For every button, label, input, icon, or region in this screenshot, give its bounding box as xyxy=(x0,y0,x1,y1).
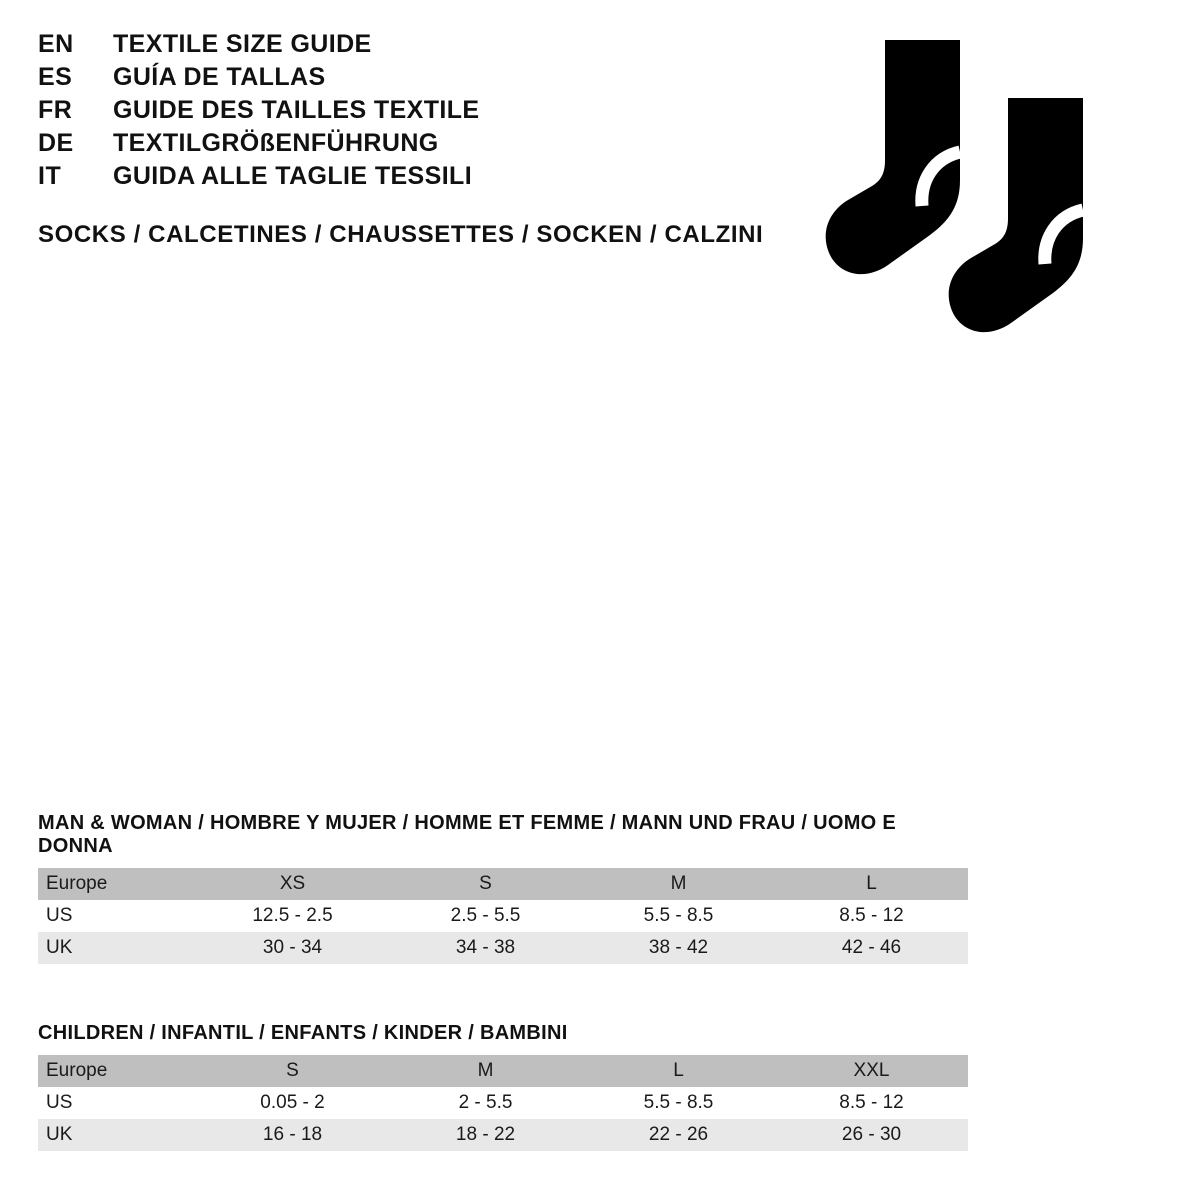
table-cell: 8.5 - 12 xyxy=(775,900,968,932)
language-code: EN xyxy=(38,30,74,58)
language-code: FR xyxy=(38,96,73,124)
language-row xyxy=(38,162,818,195)
row-label: UK xyxy=(38,1119,196,1151)
row-label: UK xyxy=(38,932,196,964)
language-text: GUÍA DE TALLAS xyxy=(113,63,326,91)
language-text: GUIDE DES TAILLES TEXTILE xyxy=(113,96,480,124)
size-table-man-woman xyxy=(38,868,968,964)
section-title: MAN & WOMAN / HOMBRE Y MUJER / HOMME ET FEMME / MANN UND FRAU / UOMO E DONNA xyxy=(38,812,897,857)
section-title: CHILDREN / INFANTIL / ENFANTS / KINDER / BAMBINI xyxy=(38,1022,568,1044)
language-code: IT xyxy=(38,162,62,190)
table-cell: 12.5 - 2.5 xyxy=(196,900,389,932)
table-cell: 2 - 5.5 xyxy=(389,1087,582,1119)
table-cell: S xyxy=(196,1055,389,1087)
language-row xyxy=(38,63,818,96)
row-label: Europe xyxy=(38,868,196,900)
table-cell: 2.5 - 5.5 xyxy=(389,900,582,932)
language-text: TEXTILE SIZE GUIDE xyxy=(113,30,372,58)
table-row xyxy=(38,932,968,964)
table-cell: XXL xyxy=(775,1055,968,1087)
table-cell: M xyxy=(582,868,775,900)
language-row xyxy=(38,129,818,162)
table-cell: 26 - 30 xyxy=(775,1119,968,1151)
size-section-children xyxy=(38,1022,968,1151)
table-cell: 8.5 - 12 xyxy=(775,1087,968,1119)
table-cell: 30 - 34 xyxy=(196,932,389,964)
language-text: TEXTILGRÖßENFÜHRUNG xyxy=(113,129,439,157)
socks-icon xyxy=(810,30,1140,360)
table-cell: 18 - 22 xyxy=(389,1119,582,1151)
language-text: GUIDA ALLE TAGLIE TESSILI xyxy=(113,162,473,190)
table-cell: 38 - 42 xyxy=(582,932,775,964)
language-code: ES xyxy=(38,63,73,91)
table-row xyxy=(38,868,968,900)
language-row xyxy=(38,96,818,129)
table-cell: L xyxy=(775,868,968,900)
product-type-line: SOCKS / CALCETINES / CHAUSSETTES / SOCKEN / CALZINI xyxy=(38,221,764,248)
row-label: US xyxy=(38,1087,196,1119)
table-cell: 5.5 - 8.5 xyxy=(582,1087,775,1119)
table-cell: S xyxy=(389,868,582,900)
table-cell: 42 - 46 xyxy=(775,932,968,964)
row-label: US xyxy=(38,900,196,932)
table-cell: 5.5 - 8.5 xyxy=(582,900,775,932)
size-table-children xyxy=(38,1055,968,1151)
table-cell: 34 - 38 xyxy=(389,932,582,964)
table-cell: XS xyxy=(196,868,389,900)
table-cell: L xyxy=(582,1055,775,1087)
table-cell: 16 - 18 xyxy=(196,1119,389,1151)
table-cell: M xyxy=(389,1055,582,1087)
language-code: DE xyxy=(38,129,74,157)
table-cell: 22 - 26 xyxy=(582,1119,775,1151)
row-label: Europe xyxy=(38,1055,196,1087)
table-row xyxy=(38,1087,968,1119)
table-cell: 0.05 - 2 xyxy=(196,1087,389,1119)
header-block xyxy=(38,30,818,249)
table-row xyxy=(38,900,968,932)
table-row xyxy=(38,1055,968,1087)
table-row xyxy=(38,1119,968,1151)
language-row xyxy=(38,30,818,63)
size-section-man-woman xyxy=(38,812,968,964)
